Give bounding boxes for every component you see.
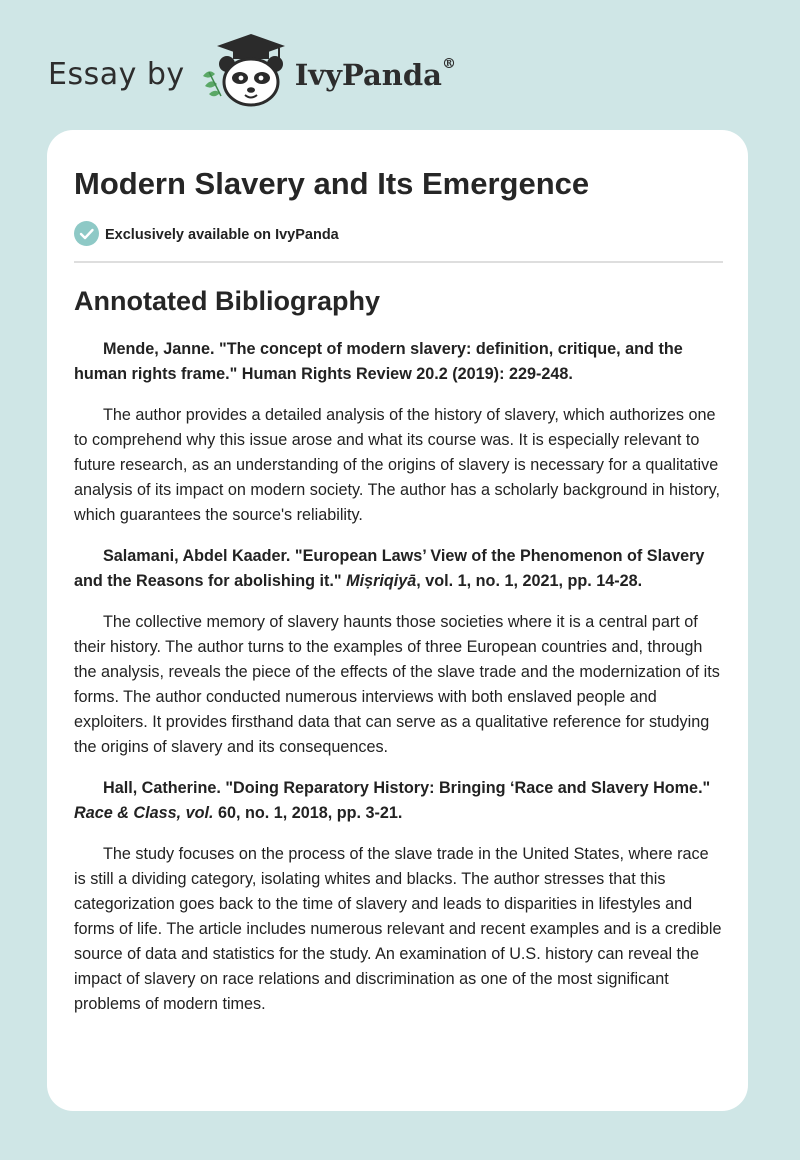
brand-header bbox=[48, 34, 456, 110]
exclusive-badge bbox=[74, 222, 339, 248]
check-circle-icon bbox=[74, 221, 105, 250]
registered-mark: ® bbox=[441, 56, 456, 72]
divider bbox=[74, 261, 723, 263]
panda-graduation-cap-icon bbox=[199, 32, 291, 113]
section-title: Annotated Bibliography bbox=[74, 286, 380, 316]
page-title: Modern Slavery and Its Emergence bbox=[74, 166, 590, 201]
annotation: The study focuses on the process of the slave trade in the United States, where race is still a dividing category, isolating whites and blacks. The author stresses that this categorization goes back to the time of slavery and leads to disparities in lifestyles and forms of life. The article includes numerous relevant and recent examples and is a credible source of data and statistics for the study. An examination of U.S. history can reveal the impact of slavery on race relations and discrimination as one of the most significant problems of modern times. bbox=[74, 845, 722, 1013]
annotation: The author provides a detailed analysis of the history of slavery, which authorizes one to comprehend why this issue arose and what its course was. It is especially relevant to future research, as an understanding of the origins of slavery is necessary for a qualitative analysis of its impact on modern society. The author has a scholarly background in history, which guarantees the source's reliability. bbox=[74, 406, 721, 524]
brand-prefix: Essay by bbox=[48, 56, 185, 92]
essay-card bbox=[47, 130, 748, 1111]
annotation: The collective memory of slavery haunts those societies where it is a central part of their history. The author turns to the examples of three European countries and, through the analysis, reveals the piece of the effects of the slave trade and the modernization of its forms. The author conducted numerous interviews with both enslaved people and exploiters. It provides firsthand data that can serve as a qualitative reference for studying the origins of slavery and its consequences. bbox=[74, 613, 720, 756]
citation: Salamani, Abdel Kaader. "European Laws’ View of the Phenomenon of Slavery and the Reasons for abolishing it." Miṣriqiyā, vol. 1, no. 1, 2021, pp. 14-28. bbox=[74, 547, 705, 590]
essay-body bbox=[74, 282, 724, 1033]
exclusive-label: Exclusively available on IvyPanda bbox=[105, 227, 339, 243]
citation: Mende, Janne. "The concept of modern slavery: definition, critique, and the human rights frame." Human Rights Review 20.2 (2019): 229-248. bbox=[74, 340, 683, 383]
citation: Hall, Catherine. "Doing Reparatory History: Bringing ‘Race and Slavery Home." Race & Class, vol. 60, no. 1, 2018, pp. 3-21. bbox=[74, 779, 711, 822]
brand-name: IvyPanda® bbox=[294, 56, 456, 92]
